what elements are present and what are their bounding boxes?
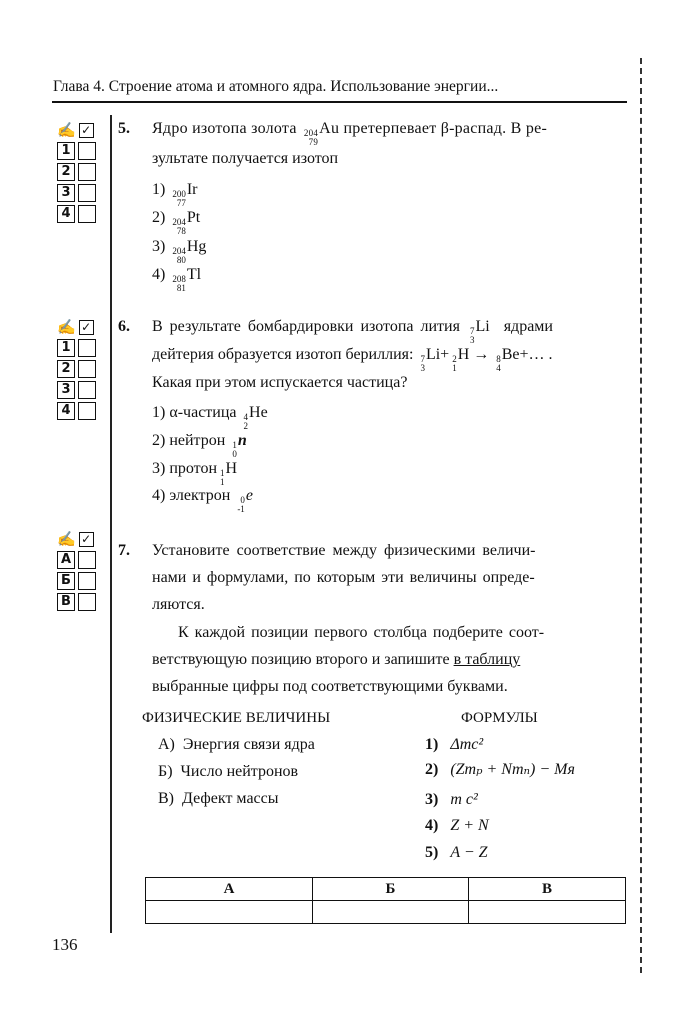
cut-line <box>640 58 642 973</box>
answer-box[interactable] <box>78 572 96 590</box>
page-number: 136 <box>52 935 78 954</box>
answer-box[interactable] <box>78 142 96 160</box>
q6-line1: В результате бомбардировки изотопа лития 7 3 Li ядрами <box>152 318 553 345</box>
pencil-icon: ✍ <box>57 122 76 139</box>
answer-cell[interactable] <box>146 901 313 924</box>
answer-cell[interactable] <box>313 901 469 924</box>
box-label: 1 <box>57 142 75 160</box>
q5-number: 5. <box>118 120 130 137</box>
formula-item: 5) A − Z <box>425 844 488 861</box>
table-header-v: В <box>468 878 625 901</box>
q6-option[interactable]: 1) α-частица 4 2 He <box>152 404 268 431</box>
q6-option[interactable]: 2) нейтрон 1 0 n <box>152 432 247 459</box>
quantity-item: В) Дефект массы <box>158 790 279 807</box>
check-icon: ✓ <box>79 123 94 138</box>
pencil-icon: ✍ <box>57 319 76 336</box>
col1-header: ФИЗИЧЕСКИЕ ВЕЛИЧИНЫ <box>142 710 331 726</box>
check-icon: ✓ <box>79 320 94 335</box>
margin-rule <box>110 115 112 933</box>
box-label: 2 <box>57 360 75 378</box>
q7-instruction-3: выбранные цифры под соответствующими буквами. <box>152 678 508 695</box>
q6-answer-boxes <box>57 318 96 420</box>
pencil-icon: ✍ <box>57 531 76 548</box>
answer-box[interactable] <box>78 205 96 223</box>
box-label: 4 <box>57 402 75 420</box>
col2-header: ФОРМУЛЫ <box>461 710 538 726</box>
box-label: 3 <box>57 184 75 202</box>
q7-line3: ляются. <box>152 596 205 613</box>
q5-option[interactable]: 1) 200 77 Ir <box>152 181 198 208</box>
q5-answer-boxes <box>57 121 96 223</box>
box-label: А <box>57 551 75 569</box>
box-label: 3 <box>57 381 75 399</box>
formula-item: 4) Z + N <box>425 817 489 834</box>
check-icon: ✓ <box>79 532 94 547</box>
answer-box[interactable] <box>78 402 96 420</box>
q6-line2: дейтерия образуется изотоп бериллия: 7 3 Li+ 2 1 H → 8 4 Be+… . <box>152 346 553 373</box>
q6-option[interactable]: 3) протон 1 1 H <box>152 460 238 487</box>
q5-line2: зультате получается изотоп <box>152 150 339 167</box>
formula-item: 1) Δmc² <box>425 736 484 753</box>
q6-option[interactable]: 4) электрон 0 -1 e <box>152 487 253 514</box>
q5-option[interactable]: 3) 204 80 Hg <box>152 238 207 265</box>
q7-line1: Установите соответствие между физическими величи- <box>152 542 536 559</box>
box-label: 1 <box>57 339 75 357</box>
answer-box[interactable] <box>78 163 96 181</box>
box-label: В <box>57 593 75 611</box>
q5-line1: Ядро изотопа золота 204 79 Au претерпевает β-распад. В ре- <box>152 120 548 147</box>
answer-box[interactable] <box>78 360 96 378</box>
q7-instruction-1: К каждой позиции первого столбца подберите соот- <box>178 624 545 641</box>
q6-number: 6. <box>118 318 130 335</box>
q7-line2: нами и формулами, по которым эти величины опреде- <box>152 569 535 586</box>
box-label: 4 <box>57 205 75 223</box>
q6-line3: Какая при этом испускается частица? <box>152 374 408 391</box>
chapter-header: Глава 4. Строение атома и атомного ядра. Использование энергии... <box>53 78 499 95</box>
quantity-item: Б) Число нейтронов <box>158 763 299 780</box>
answer-table <box>145 877 626 924</box>
formula-item: 3) m c² <box>425 791 478 808</box>
answer-box[interactable] <box>78 551 96 569</box>
box-label: Б <box>57 572 75 590</box>
answer-box[interactable] <box>78 184 96 202</box>
q5-option[interactable]: 2) 204 78 Pt <box>152 209 201 236</box>
q7-answer-boxes <box>57 530 96 611</box>
answer-box[interactable] <box>78 593 96 611</box>
formula-item: 2) (Zmₚ + Nmₙ) − Mя <box>425 761 575 778</box>
header-rule <box>52 101 627 103</box>
q5-option[interactable]: 4) 208 81 Tl <box>152 266 202 293</box>
quantity-item: А) Энергия связи ядра <box>158 736 315 753</box>
q7-number: 7. <box>118 542 130 559</box>
box-label: 2 <box>57 163 75 181</box>
answer-box[interactable] <box>78 339 96 357</box>
answer-cell[interactable] <box>468 901 625 924</box>
table-header-b: Б <box>313 878 469 901</box>
answer-box[interactable] <box>78 381 96 399</box>
q7-instruction-2: ветствующую позицию второго и запишите в таблицу <box>152 651 521 668</box>
table-header-a: А <box>146 878 313 901</box>
